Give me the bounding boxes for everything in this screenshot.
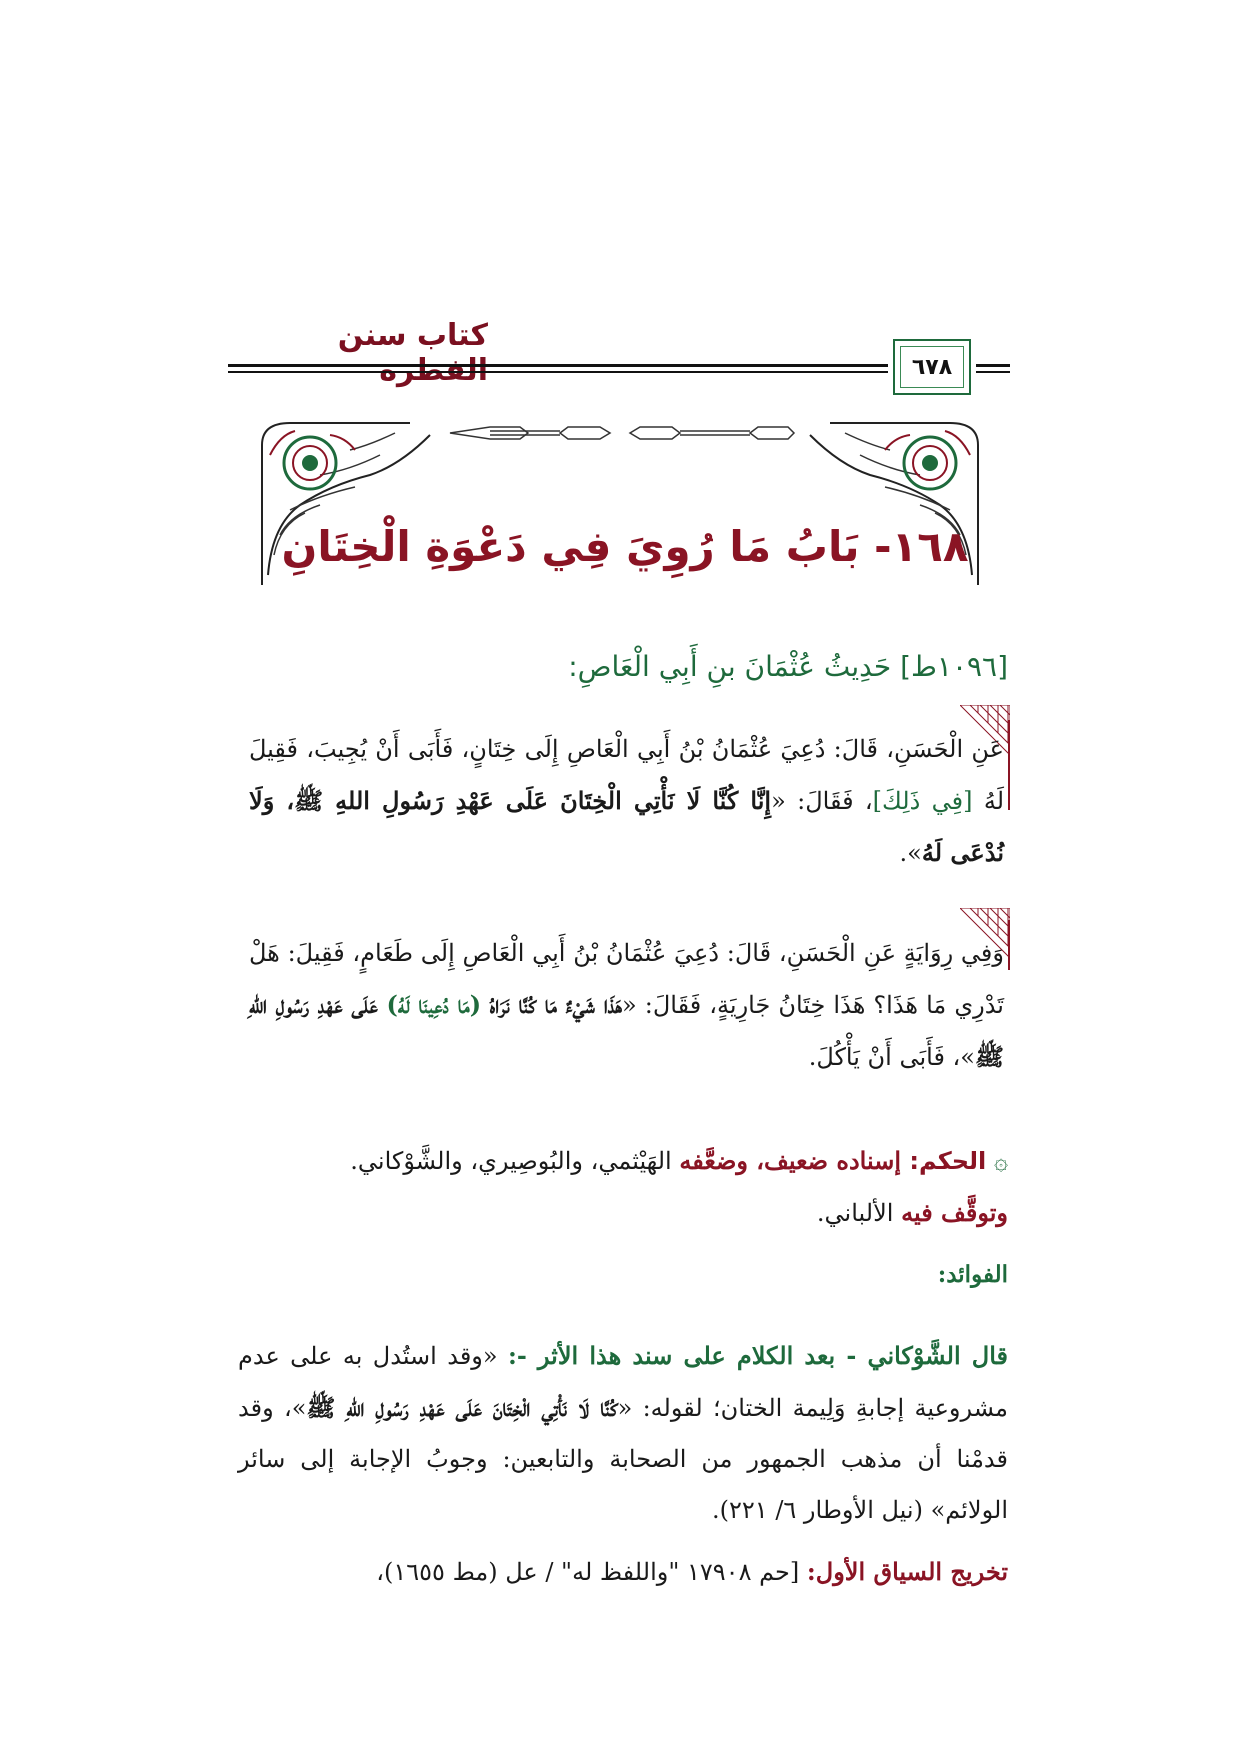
page-number: ٦٧٨ [900,346,964,388]
running-title: كتاب سنن [337,318,488,353]
ruling-paragraph: ۞ الحكم: إسناده ضعيف، وضعَّفه الهَيْثمي، والبُوصِيري، والشَّوْكاني. وتوقَّف فيه الألباني. [350,1146,1008,1227]
benefits-intro: قال الشَّوْكاني - بعد الكلام على سند هذا الأثر -: [507,1341,1008,1370]
hadith-title: حَدِيثُ عُثْمَانَ بنِ أَبِي الْعَاصِ: [568,650,892,683]
header-rule-right-top [976,364,1010,367]
ruling-symbol: ۞ [993,1147,1008,1175]
benefits-quote: كُنَّا لَا نَأْتِي الْخِتَانَ عَلَى عَهْدِ رَسُولِ اللهِ ﷺ [306,1393,618,1422]
takhrij-line: تخريج السياق الأول: [حم ١٧٩٠٨ "واللفظ له" / عل (مط ١٦٥٥)، [376,1557,1008,1586]
quoted-statement-2b: عَلَى عَهْدِ رَسُولِ اللهِ ﷺ [249,990,1004,1071]
page-number-box [893,339,971,395]
hadith-number: [١٠٩٦ط] [900,650,1008,683]
top-cartouche-left [450,427,610,439]
hadith-paragraph-1: عَنِ الْحَسَنِ، قَالَ: دُعِيَ عُثْمَانُ بْنُ أَبِي الْعَاصِ إِلَى خِتَانٍ، فَأَبَى أَنْ يُجِيبَ، فَقِيلَ لَهُ [فِي ذَلِكَ]، فَقَالَ: «إِنَّا كُنَّا لَا نَأْتِي الْخِتَانَ عَلَى عَهْدِ رَسُولِ اللهِ ﷺ، وَلَا نُدْعَى لَهُ». [249,735,1005,867]
benefits-paragraph: قال الشَّوْكاني - بعد الكلام على سند هذا الأثر -: «وقد استُدل به على عدم مشروعية إجابةِ وَلِيمة الختان؛ لقوله: «كُنَّا لَا نَأْتِي الْخِتَانَ عَلَى عَهْدِ رَسُولِ اللهِ ﷺ»، وقد قدمْنا أن مذهب الجمهور من الصحابة والتابعين: وجوبُ الإجابة إلى سائر الولائم» (نيل الأوطار ٦/ ٢٢١). [238,1341,1008,1524]
quoted-statement: إِنَّا كُنَّا لَا نَأْتِي الْخِتَانَ عَلَى عَهْدِ رَسُولِ اللهِ ﷺ، وَلَا نُدْعَى لَهُ [249,786,1004,867]
ruling-label: الحكم: [909,1147,987,1175]
hadith-heading [248,650,1008,683]
header-rule-left-bottom [228,371,888,373]
bracket-insertion: [فِي ذَلِكَ] [872,787,973,815]
hadith-paragraph-2: وَفِي رِوَايَةٍ عَنِ الْحَسَنِ، قَالَ: دُعِيَ عُثْمَانُ بْنُ أَبِي الْعَاصِ إِلَى طَعَامٍ، فَقِيلَ: هَلْ تَدْرِي مَا هَذَا؟ هَذَا خِتَانُ جَارِيَةٍ، فَقَالَ: «هَذَا شَيْءٌ مَا كُنَّا نَرَاهُ (مَا دُعِينَا لَهُ) عَلَى عَهْدِ رَسُولِ اللهِ ﷺ»، فَأَبَى أَنْ يَأْكُلَ. [249,939,1004,1071]
chapter-title: ١٦٨- بَابُ مَا رُوِيَ فِي دَعْوَةِ الْخِتَانِ [281,522,969,571]
header-rule-right-bottom [976,371,1010,373]
para1-side-rule [1008,720,1010,810]
takhrij-label: تخريج السياق الأول: [806,1557,1008,1586]
header-rule-left-top [228,364,888,367]
benefits-title: الفوائد: [937,1261,1008,1288]
alt-wording: (مَا دُعِينَا لَهُ) [377,990,490,1019]
para2-side-rule [1008,920,1010,970]
top-cartouche-right [630,427,794,439]
quoted-statement-2a: هَذَا شَيْءٌ مَا كُنَّا نَرَاهُ [489,990,623,1019]
